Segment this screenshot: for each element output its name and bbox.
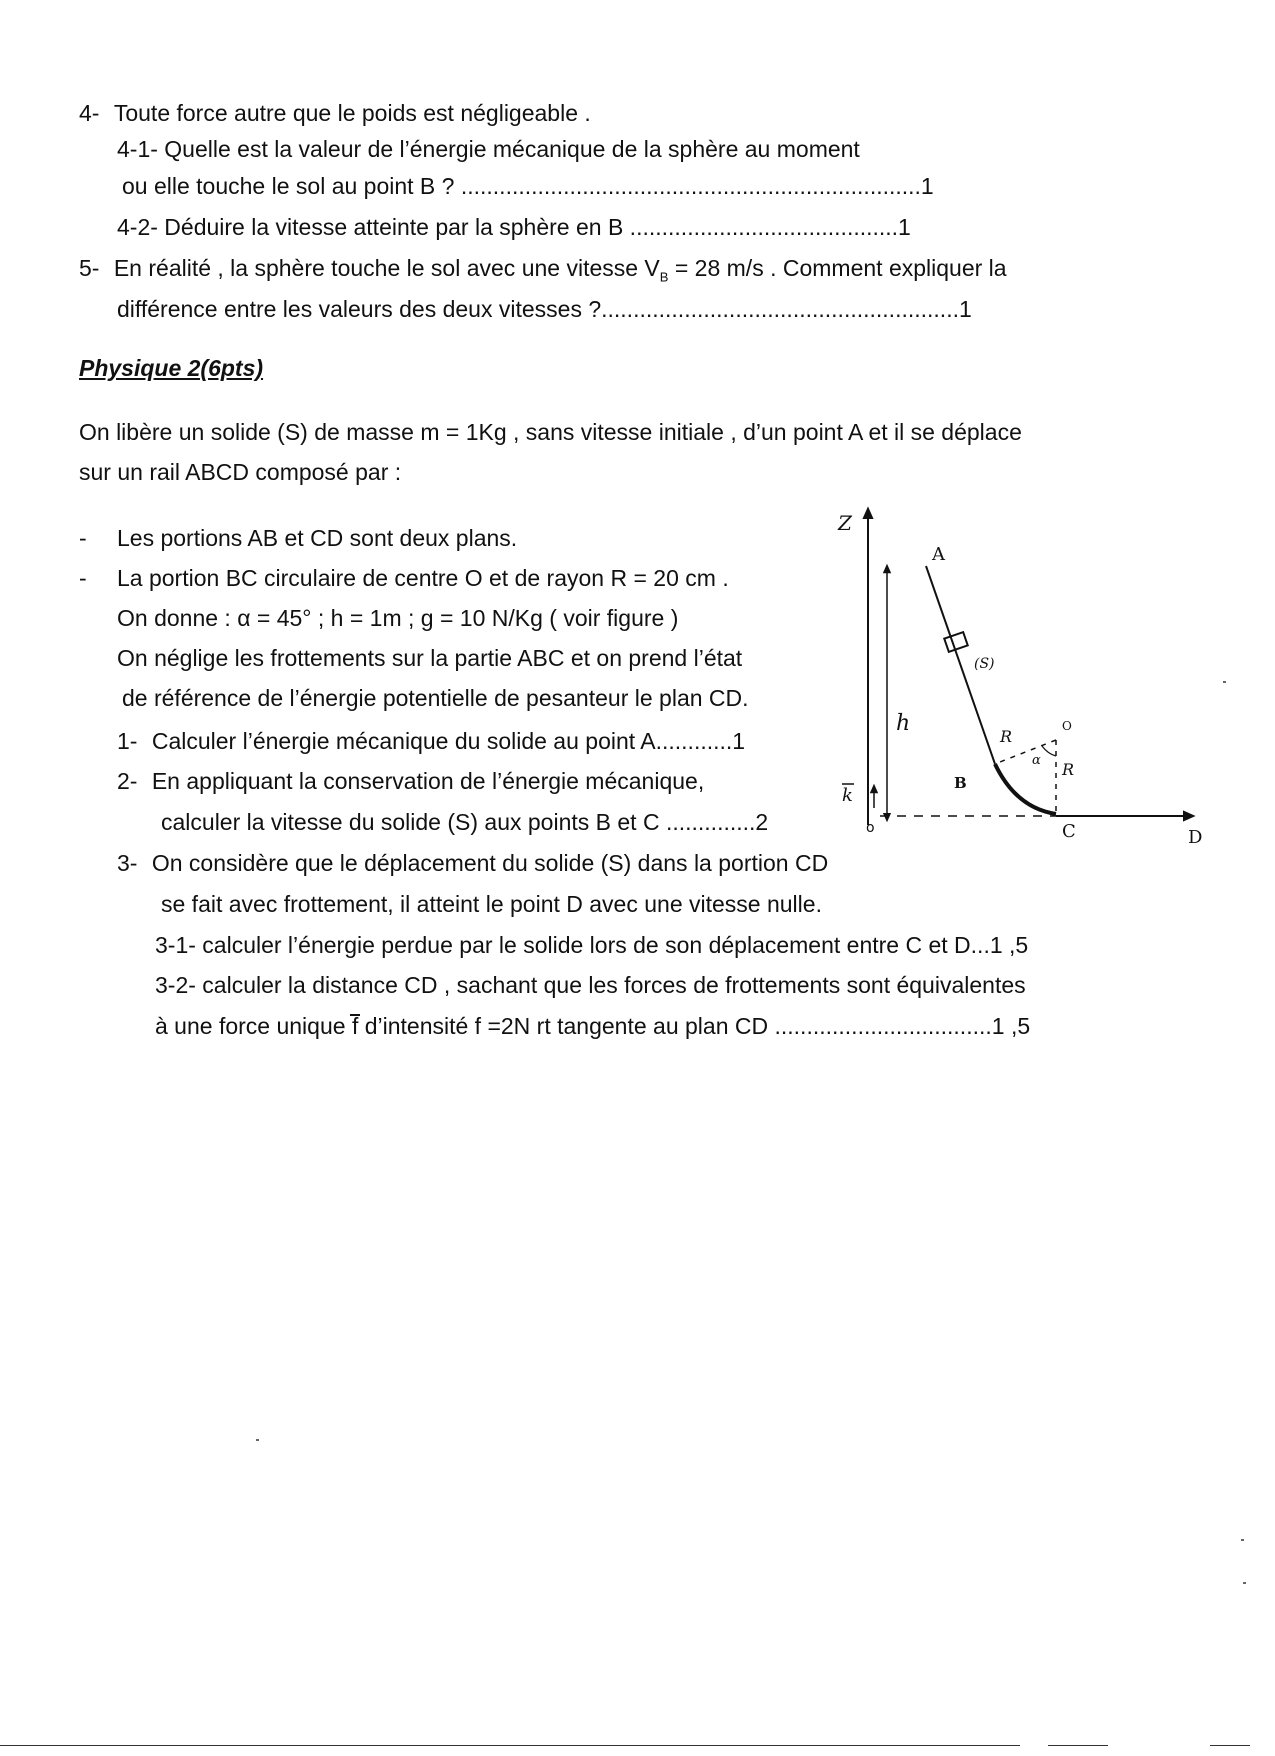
- scan-speck: [1223, 681, 1226, 683]
- intro-line-1: On libère un solide (S) de masse m = 1Kg , sans vitesse initiale , d’un point A et il se déplace: [79, 419, 1022, 445]
- question-text: Toute force autre que le poids est négligeable .: [113, 100, 591, 126]
- question-5-line2: [117, 295, 972, 323]
- footer-rule: [0, 1745, 1020, 1746]
- question-text: [113, 255, 1007, 285]
- question-text: ou elle touche le sol au point B ? ........................................................................1: [122, 173, 934, 199]
- question-text: En appliquant la conservation de l’énergie mécanique,: [151, 768, 705, 794]
- question-4: [79, 99, 591, 127]
- question-number: 1-: [117, 728, 138, 754]
- point-d-label: D: [1188, 827, 1203, 848]
- solid-s: [944, 632, 967, 652]
- footer-rule-end: [1210, 1745, 1250, 1746]
- question-4-1-line2: [122, 172, 934, 200]
- question-text: différence entre les valeurs des deux vitesses ?........................................................1: [117, 296, 972, 322]
- origin-label: o: [866, 820, 875, 836]
- question-p2-3-2-line2: [155, 1012, 1030, 1040]
- alpha-label: α: [1032, 753, 1041, 768]
- question-5: [79, 254, 1007, 292]
- question-text: On considère que le déplacement du solide (S) dans la portion CD: [151, 850, 829, 876]
- point-a-label: A: [932, 544, 945, 565]
- section-title: Physique 2(6pts): [79, 355, 264, 381]
- question-4-2: [117, 213, 911, 241]
- scan-speck: [256, 1439, 259, 1441]
- question-text: Quelle est la valeur de l’énergie mécanique de la sphère au moment: [164, 136, 860, 162]
- text-part: à une force unique: [155, 1013, 352, 1039]
- k-vector-label: k: [842, 785, 853, 806]
- rail-figure: [830, 500, 1210, 860]
- solid-label: (S): [974, 656, 995, 672]
- intro-line-2: sur un rail ABCD composé par :: [79, 459, 402, 485]
- question-number: 4-2-: [117, 214, 158, 240]
- question-number: 4-1-: [117, 136, 158, 162]
- radius-label: R: [1000, 727, 1013, 746]
- given-values: On donne : α = 45° ; h = 1m ; g = 10 N/Kg ( voir figure ): [117, 605, 679, 631]
- question-number: 4-: [79, 100, 100, 126]
- bullet-dash: -: [79, 525, 87, 551]
- radius-label-2: R: [1062, 760, 1075, 779]
- question-number: 5-: [79, 255, 100, 281]
- height-label: h: [896, 711, 911, 736]
- question-p2-3-1: 3-1- calculer l’énergie perdue par le solide lors de son déplacement entre C et D...1 ,5: [155, 932, 1029, 958]
- point-b-label: B: [954, 774, 967, 792]
- point-c-label: C: [1062, 821, 1076, 842]
- question-4-1: [117, 135, 860, 163]
- bullet-1: Les portions AB et CD sont deux plans.: [117, 525, 518, 551]
- force-vector-symbol: f: [351, 1013, 359, 1039]
- question-p2-3-2: 3-2- calculer la distance CD , sachant que les forces de frottements sont équivalentes: [155, 972, 1026, 998]
- assumption-line-2: de référence de l’énergie potentielle de pesanteur le plan CD.: [122, 685, 749, 711]
- question-p2-2: [117, 767, 704, 795]
- assumption-line-1: On néglige les frottements sur la partie ABC et on prend l’état: [117, 645, 743, 671]
- question-p2-1: [117, 727, 745, 755]
- question-p2-2-line2: calculer la vitesse du solide (S) aux points B et C ..............2: [161, 809, 769, 835]
- center-o-label: O: [1062, 719, 1072, 733]
- question-p2-3-line2: se fait avec frottement, il atteint le point D avec une vitesse nulle.: [161, 891, 822, 917]
- angle-arc: [1042, 746, 1056, 756]
- text-part: d’intensité f =2N rt tangente au plan CD ..................................1 ,5: [358, 1013, 1031, 1039]
- arc-bc: [995, 764, 1056, 814]
- subscript: B: [659, 269, 669, 285]
- question-number: 3-: [117, 850, 138, 876]
- scan-speck: [1243, 1582, 1246, 1584]
- question-text: Calculer l’énergie mécanique du solide au point A............1: [151, 728, 746, 754]
- scan-speck: [1241, 1539, 1244, 1541]
- bullet-2: La portion BC circulaire de centre O et de rayon R = 20 cm .: [117, 565, 729, 591]
- footer-rule-short: [1048, 1745, 1108, 1746]
- question-text: Déduire la vitesse atteinte par la sphère en B ..........................................1: [164, 214, 911, 240]
- bullet-dash: -: [79, 565, 87, 591]
- text-part: = 28 m/s . Comment expliquer la: [668, 255, 1007, 281]
- z-axis-label: Z: [838, 511, 852, 535]
- question-p2-3: [117, 849, 828, 877]
- text-part: En réalité , la sphère touche le sol avec une vitesse V: [113, 255, 660, 281]
- question-number: 2-: [117, 768, 138, 794]
